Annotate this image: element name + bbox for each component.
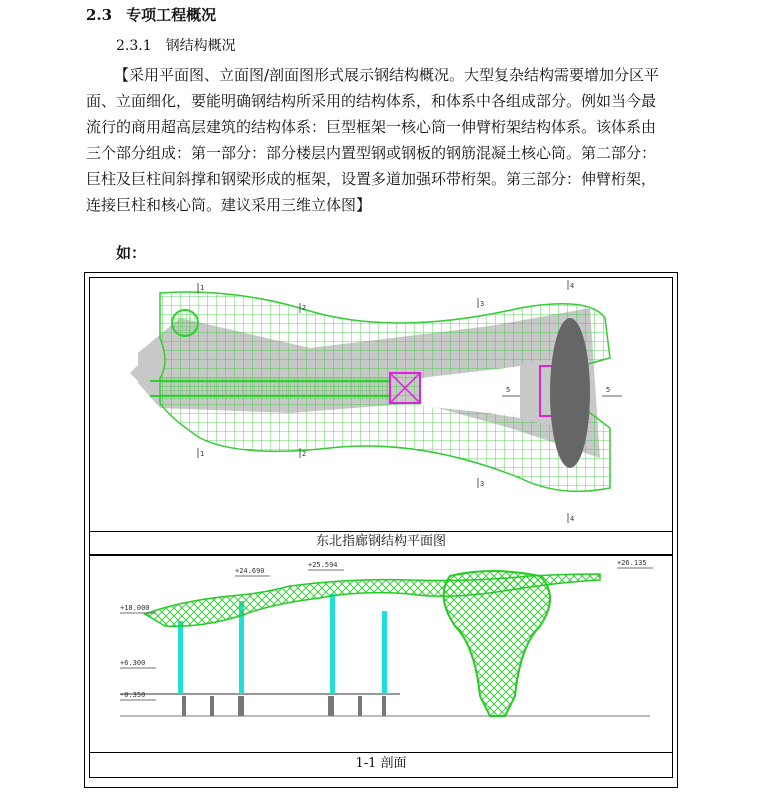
section-mark: 1	[200, 450, 205, 458]
subsection-title: 钢结构概况	[165, 38, 236, 54]
plan-dense-node	[172, 310, 198, 336]
section-mark: 4	[570, 515, 575, 523]
column	[382, 611, 387, 694]
elevation-label: +18.000	[120, 604, 150, 612]
pier	[182, 696, 186, 716]
pier	[328, 696, 334, 716]
subsection-heading	[116, 35, 236, 55]
section-title: 专项工程概况	[126, 6, 217, 24]
section-mark: 3	[480, 300, 485, 308]
elevation-label: +6.300	[120, 659, 146, 667]
section-number: 2.3	[86, 6, 113, 24]
description-paragraph	[86, 62, 686, 218]
pier	[358, 696, 362, 716]
paragraph-line: 连接巨柱和核心筒。建议采用三维立体图】	[86, 196, 372, 214]
paragraph-line: 三个部分组成：第一部分：部分楼层内置型钢或钢板的钢筋混凝土核心筒。第二部分：	[86, 144, 657, 162]
plan-drawing	[90, 278, 672, 531]
section-mark: 2	[302, 304, 307, 312]
section-caption: 1-1 剖面	[89, 751, 673, 778]
section-drawing	[90, 556, 672, 752]
section-heading	[86, 4, 216, 25]
figure-frame	[84, 272, 678, 788]
column	[330, 594, 335, 694]
plan-caption: 东北指廊钢结构平面图	[89, 530, 673, 555]
section-mark: 5	[506, 386, 511, 394]
section-figure	[89, 555, 673, 753]
pier	[210, 696, 214, 716]
paragraph-line: 流行的商用超高层建筑的结构体系：巨型框架一核心筒一伸臂桁架结构体系。该体系由	[86, 118, 657, 136]
subsection-number: 2.3.1	[116, 38, 152, 54]
funnel-core	[444, 571, 550, 716]
elevation-label: +25.594	[308, 561, 338, 569]
example-label: 如：	[116, 244, 147, 262]
column	[178, 621, 183, 694]
section-mark: 5	[606, 386, 611, 394]
paragraph-line: 面、立面细化，要能明确钢结构所采用的结构体系，和体系中各组成部分。例如当今最	[86, 92, 657, 110]
elevation-label: -0.350	[120, 691, 146, 699]
paragraph-line: 巨柱及巨柱间斜撑和钢梁形成的框架，设置多道加强环带桁架。第三部分：伸臂桁架，	[86, 170, 657, 188]
pier	[238, 696, 244, 716]
section-mark: 1	[200, 284, 205, 292]
section-mark: 4	[570, 282, 575, 290]
section-mark: 3	[480, 480, 485, 488]
pier	[382, 696, 386, 716]
plan-figure	[89, 277, 673, 532]
plan-core	[550, 318, 590, 468]
elevation-label: +24.690	[235, 567, 265, 575]
paragraph-line: 【采用平面图、立面图/剖面图形式展示钢结构概况。大型复杂结构需要增加分区平	[114, 66, 660, 84]
section-mark: 2	[302, 450, 307, 458]
elevation-label: +26.135	[617, 559, 647, 567]
